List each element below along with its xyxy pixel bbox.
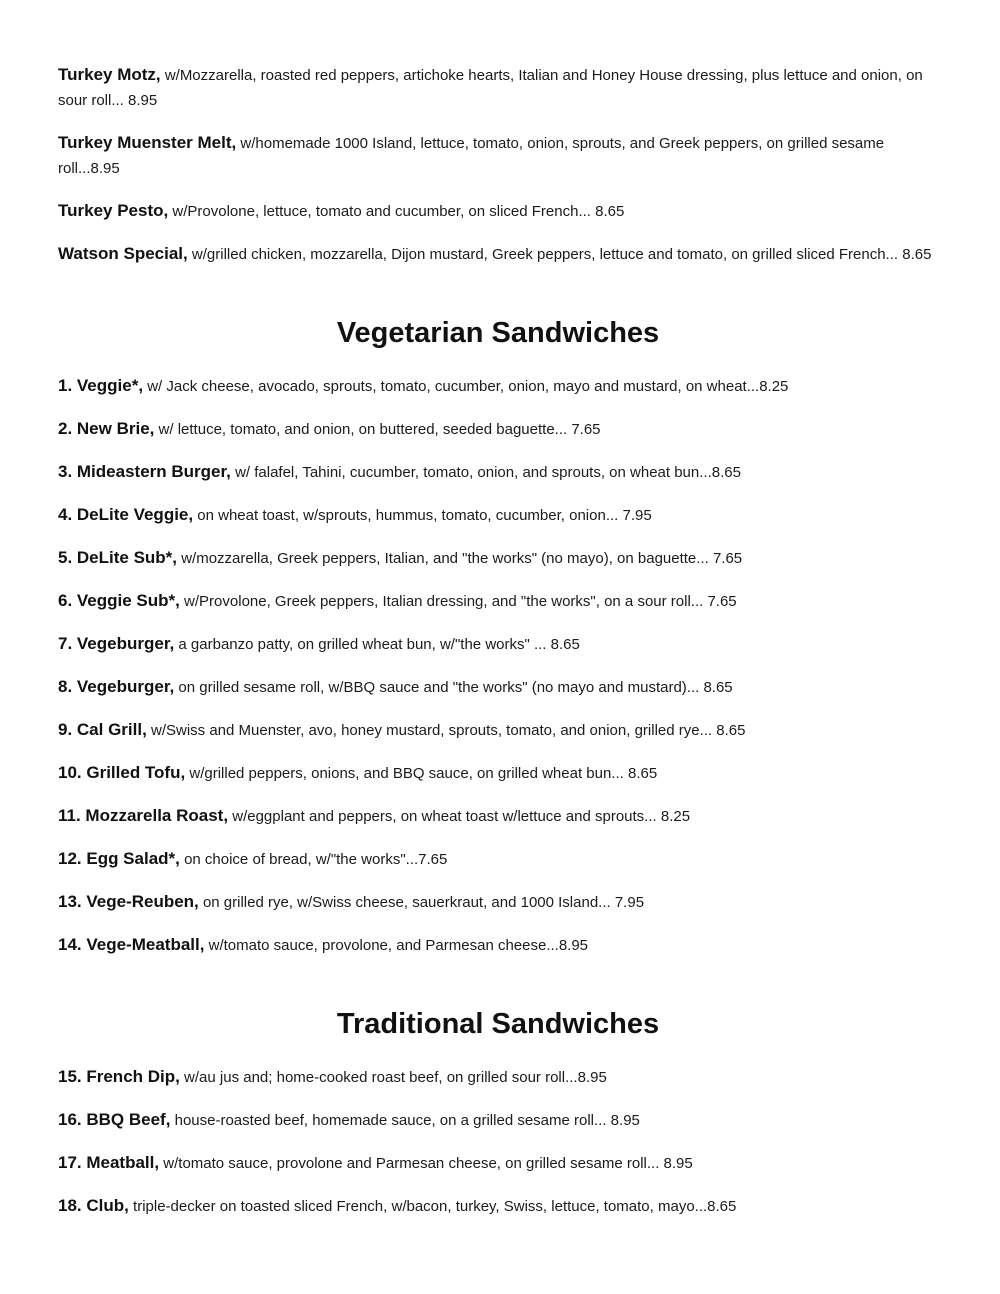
item-name: 4. DeLite Veggie,	[58, 505, 194, 524]
menu-item	[58, 717, 938, 743]
menu-item	[58, 674, 938, 700]
section-heading-traditional: Traditional Sandwiches	[336, 1008, 660, 1040]
item-name: 9. Cal Grill,	[58, 720, 147, 739]
item-name: 12. Egg Salad*,	[58, 849, 180, 868]
menu-item	[58, 545, 938, 571]
item-name: 8. Vegeburger,	[58, 677, 175, 696]
item-name: Turkey Muenster Melt,	[58, 133, 237, 152]
item-name: 1. Veggie*,	[58, 376, 144, 395]
item-description: triple-decker on toasted sliced French, w/bacon, turkey, Swiss, lettuce, tomato, mayo...8.65	[133, 1198, 737, 1215]
item-name: 17. Meatball,	[58, 1153, 160, 1172]
turkey-sandwiches-section	[58, 62, 938, 267]
item-name: 2. New Brie,	[58, 419, 155, 438]
menu-item	[58, 1193, 938, 1219]
menu-item	[58, 416, 938, 442]
menu-item	[58, 932, 938, 958]
item-description: w/au jus and; home-cooked roast beef, on grilled sour roll...8.95	[184, 1069, 607, 1086]
item-description: on grilled sesame roll, w/BBQ sauce and "the works" (no mayo and mustard)... 8.65	[178, 679, 733, 696]
item-name: Turkey Pesto,	[58, 201, 169, 220]
item-description: w/grilled chicken, mozzarella, Dijon mustard, Greek peppers, lettuce and tomato, on grilled sliced French... 8.65	[191, 246, 932, 263]
menu-item	[58, 760, 938, 786]
item-description: w/Provolone, lettuce, tomato and cucumber, on sliced French... 8.65	[172, 203, 625, 220]
item-description: w/grilled peppers, onions, and BBQ sauce, on grilled wheat bun... 8.65	[189, 765, 658, 782]
menu-item	[58, 373, 938, 399]
menu-item	[58, 62, 938, 113]
item-description: on choice of bread, w/"the works"...7.65	[184, 851, 448, 868]
item-name: 5. DeLite Sub*,	[58, 548, 178, 567]
item-description: w/mozzarella, Greek peppers, Italian, and "the works" (no mayo), on baguette... 7.65	[181, 550, 743, 567]
item-description: on wheat toast, w/sprouts, hummus, tomato, cucumber, onion... 7.95	[197, 507, 652, 524]
menu-item	[58, 241, 938, 267]
menu-item	[58, 130, 938, 181]
menu-item	[58, 631, 938, 657]
item-description: a garbanzo patty, on grilled wheat bun, w/"the works" ... 8.65	[178, 636, 580, 653]
item-description: w/ falafel, Tahini, cucumber, tomato, onion, and sprouts, on wheat bun...8.65	[235, 464, 741, 481]
menu-item	[58, 1107, 938, 1133]
item-name: 14. Vege-Meatball,	[58, 935, 205, 954]
menu-item	[58, 803, 938, 829]
menu-item	[58, 1064, 938, 1090]
menu-item	[58, 1150, 938, 1176]
section-heading-vegetarian: Vegetarian Sandwiches	[336, 317, 660, 349]
item-description: on grilled rye, w/Swiss cheese, sauerkraut, and 1000 Island... 7.95	[202, 894, 645, 911]
item-description: w/eggplant and peppers, on wheat toast w/lettuce and sprouts... 8.25	[232, 808, 691, 825]
menu-item	[58, 198, 938, 224]
item-description: w/ lettuce, tomato, and onion, on buttered, seeded baguette... 7.65	[158, 421, 601, 438]
menu-item	[58, 459, 938, 485]
item-description: w/tomato sauce, provolone and Parmesan cheese, on grilled sesame roll... 8.95	[163, 1155, 693, 1172]
menu-item	[58, 846, 938, 872]
item-description: w/Swiss and Muenster, avo, honey mustard, sprouts, tomato, and onion, grilled rye... 8.65	[150, 722, 746, 739]
menu-item	[58, 502, 938, 528]
item-description: house-roasted beef, homemade sauce, on a grilled sesame roll... 8.95	[174, 1112, 640, 1129]
traditional-sandwiches-section	[58, 1004, 938, 1219]
item-description: w/Mozzarella, roasted red peppers, artichoke hearts, Italian and Honey House dressing, plus lettuce and onion, on sour roll... 8.95	[58, 67, 923, 109]
item-name: Watson Special,	[58, 244, 188, 263]
item-name: 15. French Dip,	[58, 1067, 180, 1086]
item-name: 10. Grilled Tofu,	[58, 763, 186, 782]
menu-item	[58, 889, 938, 915]
item-description: w/Provolone, Greek peppers, Italian dressing, and "the works", on a sour roll... 7.65	[184, 593, 737, 610]
item-name: 16. BBQ Beef,	[58, 1110, 171, 1129]
item-name: 7. Vegeburger,	[58, 634, 175, 653]
menu-item	[58, 588, 938, 614]
item-name: 3. Mideastern Burger,	[58, 462, 231, 481]
item-description: w/tomato sauce, provolone, and Parmesan cheese...8.95	[208, 937, 589, 954]
item-description: w/homemade 1000 Island, lettuce, tomato, onion, sprouts, and Greek peppers, on grilled sesame roll...8.95	[58, 135, 885, 177]
item-name: 11. Mozzarella Roast,	[58, 806, 229, 825]
item-name: Turkey Motz,	[58, 65, 161, 84]
item-name: 18. Club,	[58, 1196, 129, 1215]
item-name: 13. Vege-Reuben,	[58, 892, 199, 911]
vegetarian-sandwiches-section	[58, 313, 938, 958]
item-description: w/ Jack cheese, avocado, sprouts, tomato, cucumber, onion, mayo and mustard, on wheat...8.25	[147, 378, 789, 395]
item-name: 6. Veggie Sub*,	[58, 591, 180, 610]
